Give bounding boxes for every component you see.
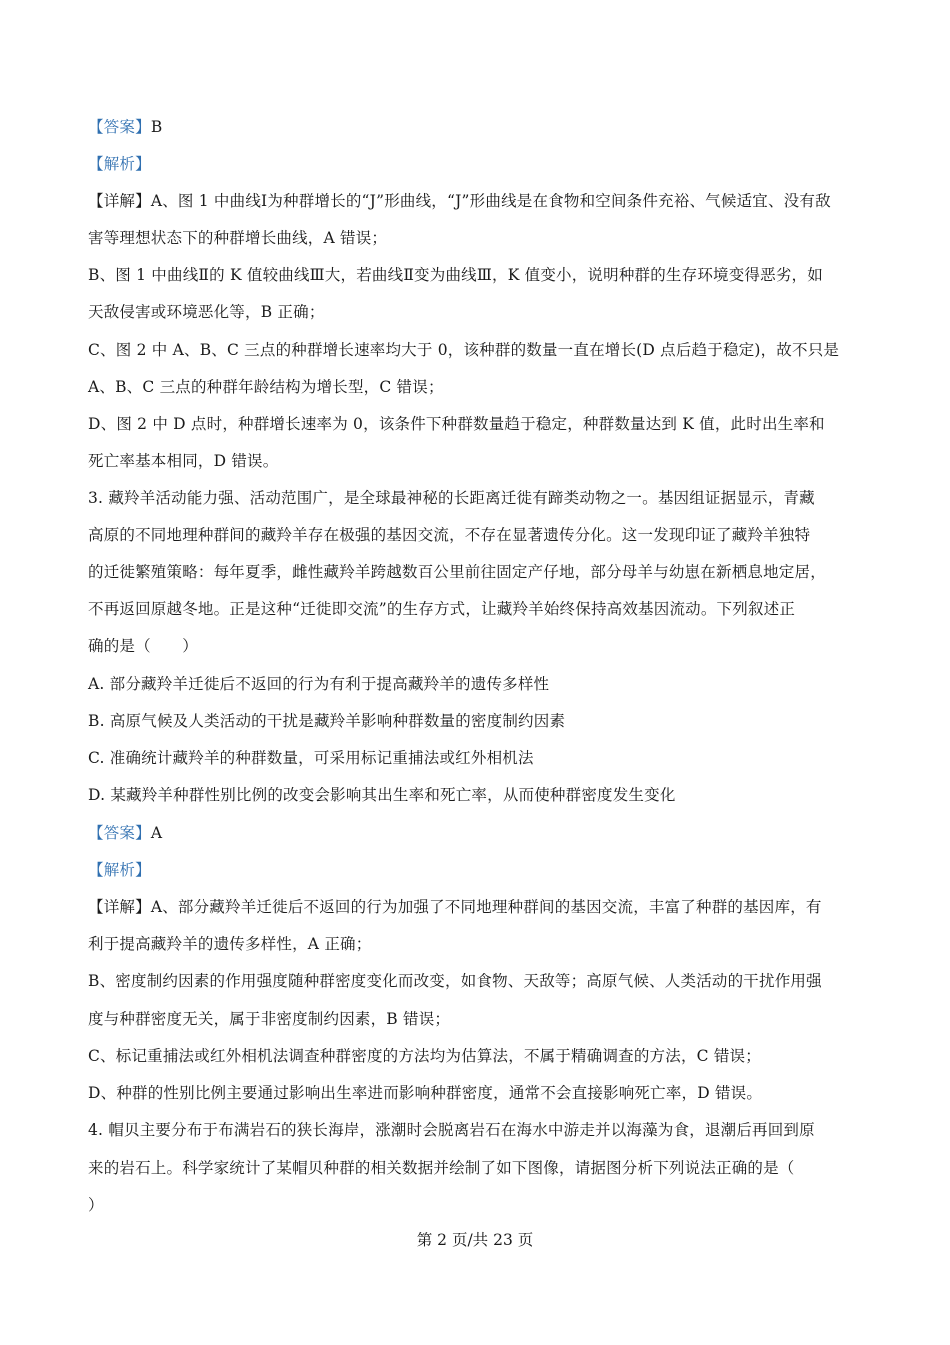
q3-analysis-heading: [88, 860, 868, 880]
q3-detail-line-2: 利于提高藏羚羊的遗传多样性，A 正确；: [88, 935, 372, 953]
q3-detail-line-3: B、密度制约因素的作用强度随种群密度变化而改变，如食物、天敌等；高原气候、人类活动的干扰作用强: [88, 972, 822, 990]
q2-detail-line-4: 天敌侵害或环境恶化等，B 正确；: [88, 303, 325, 321]
answer-tag: 【答案】: [88, 118, 151, 136]
q3-stem-line-1: 3. 藏羚羊活动能力强、活动范围广，是全球最神秘的长距离迁徙有蹄类动物之一。基因组证据显示，青藏: [88, 489, 815, 507]
answer-tag: 【答案】: [88, 824, 151, 842]
q3-option-c: C. 准确统计藏羚羊的种群数量，可采用标记重捕法或红外相机法: [88, 749, 534, 767]
detail-tag: 【详解】: [88, 192, 151, 210]
q3-stem-line-2: 高原的不同地理种群间的藏羚羊存在极强的基因交流，不存在显著遗传分化。这一发现印证了藏羚羊独特: [88, 526, 811, 544]
q3-stem-line-4: 不再返回原越冬地。正是这种“迁徙即交流”的生存方式，让藏羚羊始终保持高效基因流动。下列叙述正: [88, 600, 796, 618]
q3-detail-line-5: C、标记重捕法或红外相机法调查种群密度的方法均为估算法，不属于精确调查的方法，C 错误；: [88, 1047, 761, 1065]
q2-detail-line-1: [88, 191, 868, 211]
q2-detail-line-7: D、图 2 中 D 点时，种群增长速率为 0，该条件下种群数量趋于稳定，种群数量达到 K 值，此时出生率和: [88, 415, 825, 433]
detail-text: A、部分藏羚羊迁徙后不返回的行为加强了不同地理种群间的基因交流，丰富了种群的基因库，有: [150, 898, 822, 916]
q4-stem-line-3: ）: [88, 1196, 104, 1214]
q3-detail-line-6: D、种群的性别比例主要通过影响出生率进而影响种群密度，通常不会直接影响死亡率，D 错误。: [88, 1084, 763, 1102]
q3-stem-line-5: 确的是（ ）: [88, 637, 198, 655]
analysis-tag: 【解析】: [88, 861, 151, 879]
q2-analysis-heading: [88, 154, 868, 174]
detail-text: A、图 1 中曲线Ⅰ为种群增长的“J”形曲线，“J”形曲线是在食物和空间条件充裕、气候适宜、没有敌: [150, 192, 831, 210]
q2-answer: [88, 117, 868, 137]
q2-detail-line-8: 死亡率基本相同，D 错误。: [88, 452, 279, 470]
q2-detail-line-6: A、B、C 三点的种群年龄结构为增长型，C 错误；: [88, 378, 444, 396]
q4-stem-line-2: 来的岩石上。科学家统计了某帽贝种群的相关数据并绘制了如下图像，请据图分析下列说法正确的是（: [88, 1159, 795, 1177]
q2-detail-line-3: B、图 1 中曲线Ⅱ的 K 值较曲线Ⅲ大，若曲线Ⅱ变为曲线Ⅲ，K 值变小，说明种群的生存环境变得恶劣，如: [88, 266, 823, 284]
q2-detail-line-5: C、图 2 中 A、B、C 三点的种群增长速率均大于 0，该种群的数量一直在增长(D 点后趋于稳定)，故不只是: [88, 341, 840, 359]
q2-detail-line-2: 害等理想状态下的种群增长曲线，A 错误；: [88, 229, 388, 247]
q3-stem-line-3: 的迁徙繁殖策略：每年夏季，雌性藏羚羊跨越数百公里前往固定产仔地，部分母羊与幼崽在新栖息地定居，: [88, 563, 826, 581]
q3-detail-line-4: 度与种群密度无关，属于非密度制约因素，B 错误；: [88, 1010, 451, 1028]
q3-option-d: D. 某藏羚羊种群性别比例的改变会影响其出生率和死亡率，从而使种群密度发生变化: [88, 786, 676, 804]
q3-option-a: A. 部分藏羚羊迁徙后不返回的行为有利于提高藏羚羊的遗传多样性: [88, 675, 550, 693]
answer-value: B: [150, 118, 163, 136]
page-number: 第 2 页/共 23 页: [416, 1231, 534, 1249]
detail-tag: 【详解】: [88, 898, 151, 916]
q3-answer: [88, 823, 868, 843]
q3-detail-line-1: [88, 897, 868, 917]
q4-stem-line-1: 4. 帽贝主要分布于布满岩石的狭长海岸，涨潮时会脱离岩石在海水中游走并以海藻为食，退潮后再回到原: [88, 1121, 815, 1139]
analysis-tag: 【解析】: [88, 155, 151, 173]
answer-value: A: [150, 824, 163, 842]
q3-option-b: B. 高原气候及人类活动的干扰是藏羚羊影响种群数量的密度制约因素: [88, 712, 566, 730]
